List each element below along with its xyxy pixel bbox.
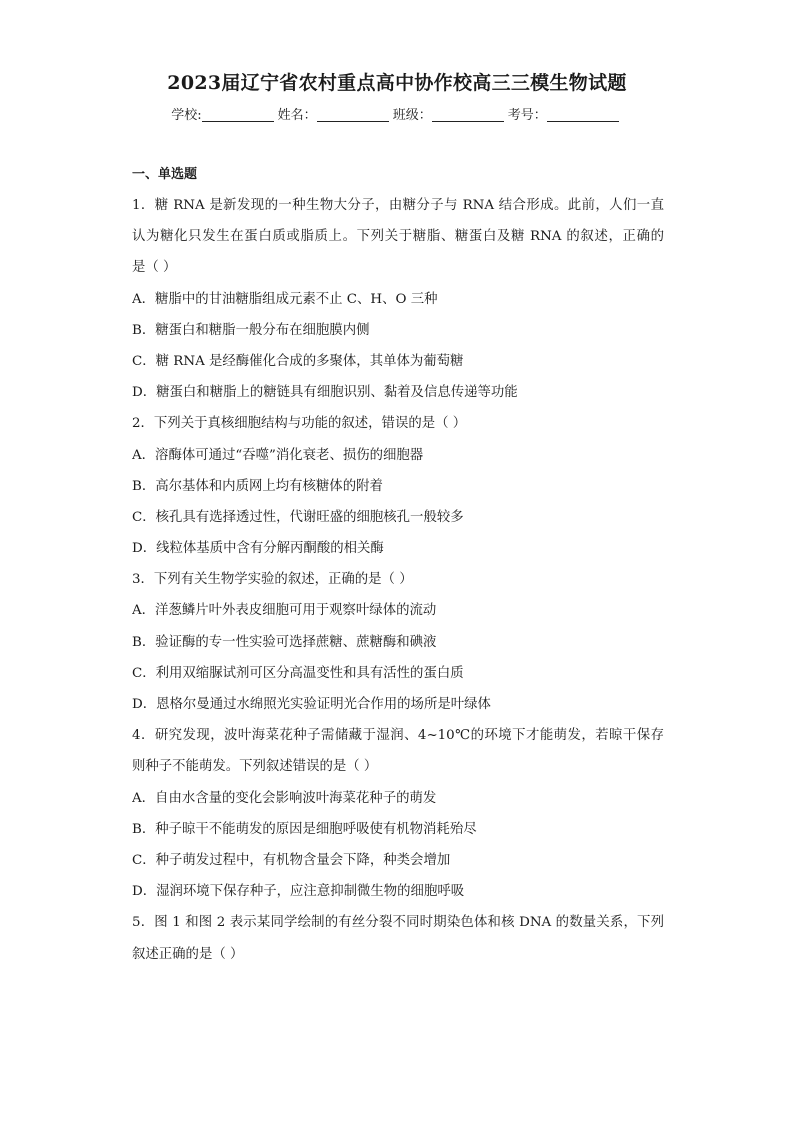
option-a: A．溶酶体可通过“吞噬”消化衰老、损伤的细胞器: [132, 447, 424, 463]
option-d: D．线粒体基质中含有分解丙酮酸的相关酶: [132, 541, 384, 557]
class-field: [393, 104, 508, 123]
option-d: D．恩格尔曼通过水绵照光实验证明光合作用的场所是叶绿体: [132, 697, 491, 712]
exam-number-field: [508, 104, 623, 123]
question-3: [132, 564, 664, 720]
option-b: B．验证酶的专一性实验可选择蔗糖、蔗糖酶和碘液: [132, 634, 437, 650]
student-info-row: [0, 104, 794, 123]
question-stem-line: 叙述正确的是（ ）: [132, 946, 244, 962]
question-stem-line: 2．下列关于真核细胞结构与功能的叙述，错误的是（ ）: [132, 416, 467, 432]
class-label: 班级：: [392, 108, 432, 123]
question-stem-line: 4．研究发现，波叶海菜花种子需储藏于湿润、4~10℃的环境下才能萌发，若晾干保存: [132, 728, 664, 744]
question-1: [132, 190, 664, 408]
option-b: B．种子晾干不能萌发的原因是细胞呼吸使有机物消耗殆尽: [132, 821, 477, 837]
exam-title: 2023届辽宁省农村重点高中协作校高三三模生物试题: [167, 72, 627, 94]
school-blank: [202, 107, 274, 122]
question-stem-line: 3．下列有关生物学实验的叙述，正确的是（ ）: [132, 572, 413, 588]
option-a: A．自由水含量的变化会影响波叶海菜花种子的萌发: [132, 790, 437, 806]
option-d: D．糖蛋白和糖脂上的糖链具有细胞识别、黏着及信息传递等功能: [132, 385, 518, 401]
question-list: [132, 164, 664, 970]
option-a: A．糖脂中的甘油糖脂组成元素不止 C、H、O 三种: [132, 291, 438, 307]
question-2: [132, 408, 664, 564]
question-stem-line: 则种子不能萌发。下列叙述错误的是（ ）: [132, 759, 378, 775]
option-a: A．洋葱鳞片叶外表皮细胞可用于观察叶绿体的流动: [132, 603, 437, 619]
section-heading: 一、单选题: [132, 167, 198, 182]
name-label: 姓名：: [277, 108, 317, 123]
option-b: B．高尔基体和内质网上均有核糖体的附着: [132, 478, 383, 494]
option-c: C．糖 RNA 是经酶催化合成的多聚体，其单体为葡萄糖: [132, 353, 464, 369]
question-stem-line: 1．糖 RNA 是新发现的一种生物大分子，由糖分子与 RNA 结合形成。此前，人们一直: [132, 198, 664, 213]
question-4: [132, 720, 664, 907]
exam-number-blank: [547, 107, 619, 122]
option-c: C．利用双缩脲试剂可区分高温变性和具有活性的蛋白质: [132, 665, 464, 681]
question-stem-line: 5．图 1 和图 2 表示某同学绘制的有丝分裂不同时期染色体和核 DNA 的数量关系，下列: [132, 915, 664, 931]
school-field: [171, 104, 277, 123]
question-5: [132, 907, 664, 969]
school-label: 学校:: [171, 108, 202, 123]
question-stem-line: 是（ ）: [132, 260, 177, 276]
option-c: C．核孔具有选择透过性，代谢旺盛的细胞核孔一般较多: [132, 509, 464, 525]
question-stem-line: 认为糖化只发生在蛋白质或脂质上。下列关于糖脂、糖蛋白及糖 RNA 的叙述，正确的: [132, 229, 664, 245]
option-c: C．种子萌发过程中，有机物含量会下降，种类会增加: [132, 852, 451, 868]
class-blank: [432, 107, 504, 122]
option-d: D．湿润环境下保存种子，应注意抑制微生物的细胞呼吸: [132, 884, 465, 900]
name-blank: [317, 107, 389, 122]
exam-number-label: 考号：: [507, 108, 547, 123]
option-b: B．糖蛋白和糖脂一般分布在细胞膜内侧: [132, 322, 370, 338]
name-field: [278, 104, 393, 123]
